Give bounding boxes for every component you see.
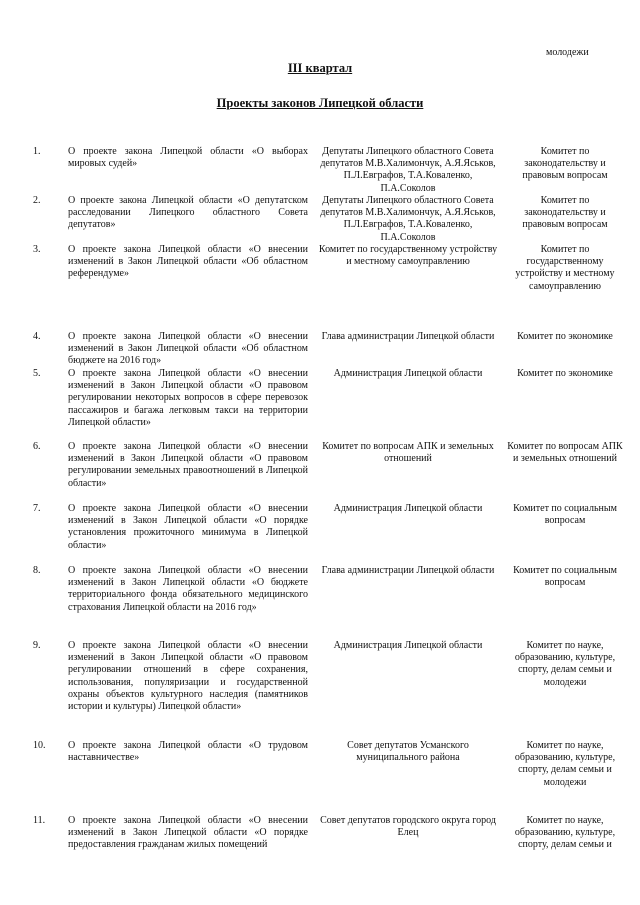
row-initiator: Совет депутатов Усманского муниципального района	[347, 740, 469, 764]
row-initiator: Глава администрации Липецкой области	[321, 331, 495, 342]
row-number: 4.	[33, 331, 41, 342]
row-committee: Комитет по науке, образованию, культуре, спорту, делам семьи и молодежи	[514, 740, 616, 788]
row-committee: Комитет по вопросам АПК и земельных отношений	[507, 441, 623, 465]
row-description: О проекте закона Липецкой области «О внесении изменений в Закон Липецкой области «О порядке установления прожиточного минимума в Липецкой области»	[68, 503, 308, 551]
row-committee: Комитет по законодательству и правовым вопросам	[522, 195, 608, 231]
row-number: 1.	[33, 146, 41, 157]
row-initiator: Глава администрации Липецкой области	[321, 565, 495, 576]
row-committee: Комитет по науке, образованию, культуре, спорту, делам семьи и молодежи	[514, 640, 616, 688]
row-description: О проекте закона Липецкой области «О депутатском расследовании Липецкого областного Совета депутатов»	[68, 195, 308, 231]
row-committee: Комитет по науке, образованию, культуре, спорту, делам семьи и	[514, 815, 616, 851]
row-committee: Комитет по экономике	[517, 368, 613, 379]
carried-over-text: молодежи	[546, 47, 589, 58]
row-number: 2.	[33, 195, 41, 206]
row-number: 7.	[33, 503, 41, 514]
row-description: О проекте закона Липецкой области «О трудовом наставничестве»	[68, 740, 308, 764]
row-committee: Комитет по законодательству и правовым вопросам	[522, 146, 608, 182]
row-description: О проекте закона Липецкой области «О внесении изменений в Закон Липецкой области «О правовом регулировании некоторых вопросов в сфере перевозок пассажиров и багажа легковым такси на территории Липецкой области»	[68, 368, 308, 428]
row-description: О проекте закона Липецкой области «О внесении изменений в Закон Липецкой области «Об областном референдуме»	[68, 244, 308, 280]
row-description: О проекте закона Липецкой области «О внесении изменений в Закон Липецкой области «О порядке предоставления гражданам жилых помещений	[68, 815, 308, 851]
row-number: 11.	[33, 815, 46, 826]
section-title: Проекты законов Липецкой области	[216, 96, 424, 110]
row-description: О проекте закона Липецкой области «О выборах мировых судей»	[68, 146, 308, 170]
row-initiator: Совет депутатов городского округа город Елец	[320, 815, 496, 839]
row-number: 6.	[33, 441, 41, 452]
row-committee: Комитет по социальным вопросам	[513, 565, 617, 589]
row-initiator: Депутаты Липецкого областного Совета депутатов М.В.Халимончук, А.Я.Яськов, П.Л.Евграфов, Т.А.Коваленко, П.А.Соколов	[320, 195, 496, 243]
row-committee: Комитет по государственному устройству и местному самоуправлению	[515, 244, 615, 292]
row-description: О проекте закона Липецкой области «О внесении изменений в Закон Липецкой области «О правовом регулировании земельных правоотношений в Липецкой области»	[68, 441, 308, 489]
row-number: 8.	[33, 565, 41, 576]
row-description: О проекте закона Липецкой области «О внесении изменений в Закон Липецкой области «О правовом регулировании отношений в сфере сохранения, использования, популяризации и государственной охраны объектов культурного наследия (памятников истории и культуры) Липецкой области»	[68, 640, 308, 713]
row-number: 10.	[33, 740, 46, 751]
row-committee: Комитет по социальным вопросам	[513, 503, 617, 527]
quarter-title: III квартал	[287, 61, 353, 75]
row-number: 3.	[33, 244, 41, 255]
row-number: 5.	[33, 368, 41, 379]
row-initiator: Депутаты Липецкого областного Совета депутатов М.В.Халимончук, А.Я.Яськов, П.Л.Евграфов, Т.А.Коваленко, П.А.Соколов	[320, 146, 496, 194]
row-initiator: Комитет по вопросам АПК и земельных отношений	[322, 441, 494, 465]
row-initiator: Администрация Липецкой области	[333, 503, 483, 514]
row-description: О проекте закона Липецкой области «О внесении изменений в Закон Липецкой области «Об областном бюджете на 2016 год»	[68, 331, 308, 367]
row-initiator: Администрация Липецкой области	[333, 640, 483, 651]
row-number: 9.	[33, 640, 41, 651]
row-initiator: Администрация Липецкой области	[333, 368, 483, 379]
row-description: О проекте закона Липецкой области «О внесении изменений в Закон Липецкой области «О бюджете территориального фонда обязательного медицинского страхования Липецкой области на 2016 год»	[68, 565, 308, 613]
row-initiator: Комитет по государственному устройству и местному самоуправлению	[318, 244, 498, 268]
row-committee: Комитет по экономике	[517, 331, 613, 342]
